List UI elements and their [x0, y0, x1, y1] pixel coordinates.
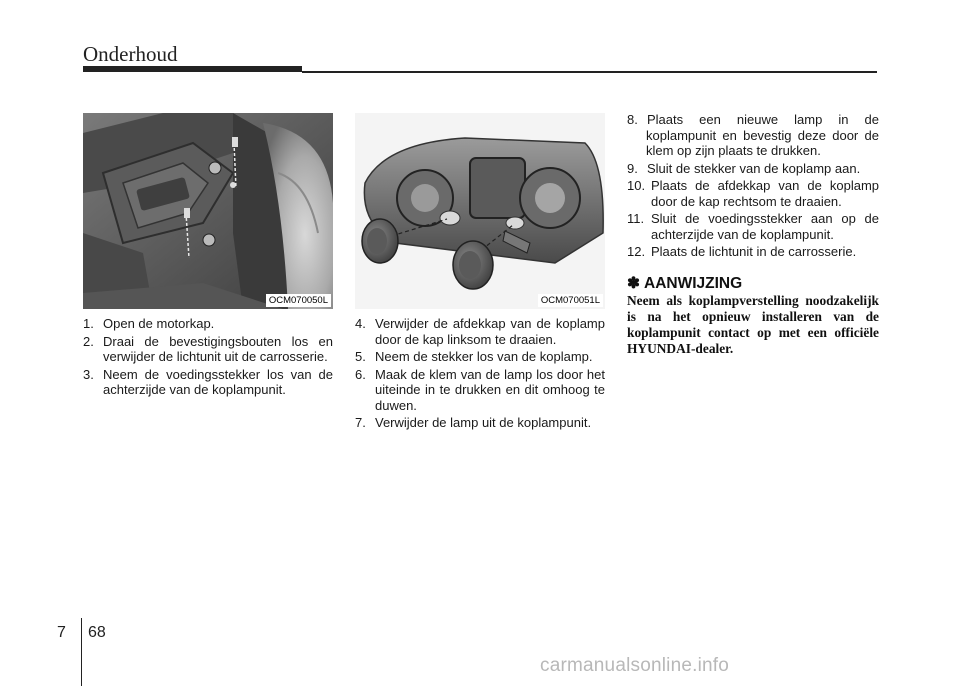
step-text: Open de motorkap. — [103, 316, 215, 331]
step-text: Maak de klem van de lamp los door het uiteinde in te drukken en dit omhoog te duwen. — [375, 366, 605, 413]
steps-column-1 — [83, 316, 333, 400]
step-number: 6. — [355, 366, 366, 382]
list-item — [83, 316, 333, 332]
step-text: Draai de bevestigingsbouten los en verwijder de lichtunit uit de carrosserie. — [103, 333, 333, 364]
list-item — [355, 349, 605, 365]
figure-caption-middle: OCM070051L — [538, 294, 603, 307]
step-number: 11. — [627, 211, 645, 226]
list-item — [627, 178, 879, 209]
list-item — [83, 334, 333, 365]
step-text: Plaats de afdekkap van de koplamp door de kap rechtsom te draaien. — [651, 178, 879, 209]
list-item — [355, 316, 605, 347]
list-item — [627, 211, 879, 242]
page-section-title: Onderhoud — [83, 42, 178, 66]
header-rule-thick — [83, 66, 302, 72]
steps-column-3 — [627, 112, 879, 262]
step-number: 5. — [355, 349, 366, 364]
figure-bulb-replacement — [355, 113, 605, 309]
headlamp-bulb-illustration — [355, 113, 605, 309]
step-number: 2. — [83, 333, 94, 349]
list-item — [355, 415, 605, 431]
step-text: Neem de stekker los van de koplamp. — [375, 349, 593, 364]
step-text: Plaats een nieuwe lamp in de koplampunit en bevestig deze door de klem op zijn plaats te drukken. — [646, 112, 879, 158]
step-number: 8. — [627, 112, 638, 127]
step-text: Sluit de voedingsstekker aan op de achterzijde van de koplampunit. — [651, 211, 879, 242]
page-number: 68 — [88, 624, 106, 641]
note-heading — [627, 274, 742, 293]
step-text: Sluit de stekker van de koplamp aan. — [647, 160, 861, 176]
step-number: 1. — [83, 316, 94, 331]
step-text: Neem de voedingsstekker los van de achterzijde van de koplampunit. — [103, 366, 333, 397]
step-number: 3. — [83, 366, 94, 382]
watermark: carmanualsonline.info — [540, 655, 730, 676]
step-text: Verwijder de afdekkap van de koplamp door de kap linksom te draaien. — [375, 316, 605, 347]
step-number: 10. — [627, 178, 646, 193]
note-asterisk-icon: ✽ — [627, 275, 640, 292]
step-number: 7. — [355, 415, 366, 430]
figure-headlamp-removal — [83, 113, 333, 309]
list-item — [83, 367, 333, 398]
note-heading-text: AANWIJZING — [644, 275, 743, 292]
figure-caption-left: OCM070050L — [266, 294, 331, 307]
steps-column-2 — [355, 316, 605, 433]
list-item — [355, 367, 605, 414]
headlamp-engine-illustration — [83, 113, 333, 309]
step-number: 4. — [355, 316, 366, 331]
chapter-number: 7 — [57, 624, 66, 641]
note-body: Neem als koplampverstelling noodzakelijk is na het opnieuw installeren van de koplampunit contact op met een officiële HYUNDAI-dealer. — [627, 293, 879, 356]
step-text: Verwijder de lamp uit de koplampunit. — [375, 415, 592, 430]
list-item — [627, 161, 879, 177]
step-text: Plaats de lichtunit in de carrosserie. — [651, 244, 857, 259]
step-number: 9. — [627, 160, 638, 176]
step-number: 12. — [627, 244, 646, 259]
header-rule-thin — [302, 71, 877, 73]
footer-divider — [81, 618, 82, 686]
list-item — [627, 112, 879, 159]
list-item — [627, 244, 879, 260]
